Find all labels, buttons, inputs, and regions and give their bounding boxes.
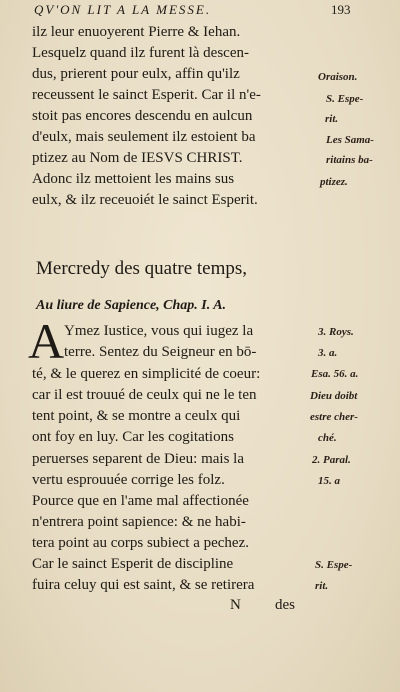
margin-note: Esa. 56. a. bbox=[311, 368, 359, 380]
catchword: des bbox=[275, 597, 295, 613]
text-line: fuira celuy qui est saint, & se retirera bbox=[32, 577, 255, 593]
text-line: ont foy en luy. Car les cogitations bbox=[32, 429, 234, 445]
margin-note: 15. a bbox=[318, 475, 340, 487]
text-line: té, & le querez en simplicité de coeur: bbox=[32, 366, 261, 382]
text-line: eulx, & ilz receuoiét le sainct Esperit. bbox=[32, 192, 258, 208]
section-subtitle: Au liure de Sapience, Chap. I. A. bbox=[36, 298, 227, 313]
margin-note: rit. bbox=[315, 580, 329, 592]
text-line: d'eulx, mais seulement ilz estoient ba bbox=[32, 129, 256, 145]
margin-note: Les Sama- bbox=[326, 134, 374, 146]
section-title: Mercredy des quatre temps, bbox=[36, 258, 248, 279]
text-line: Adonc ilz mettoient les mains sus bbox=[32, 171, 235, 187]
text-line: n'entrera point sapience: & ne habi- bbox=[32, 514, 246, 530]
text-line: ilz leur enuoyerent Pierre & Iehan. bbox=[32, 24, 241, 40]
margin-note: ptizez. bbox=[320, 176, 348, 188]
signature-mark: N bbox=[230, 597, 241, 613]
text-line: Ymez Iustice, vous qui iugez la bbox=[64, 323, 254, 339]
margin-note: ritains ba- bbox=[326, 154, 373, 166]
text-line: tera point au corps subiect a pechez. bbox=[32, 535, 249, 551]
margin-note: estre cher- bbox=[310, 411, 358, 423]
text-line: dus, prierent pour eulx, affin qu'ilz bbox=[32, 66, 240, 82]
margin-note: Oraison. bbox=[318, 71, 358, 83]
text-line: Pource que en l'ame mal affectionée bbox=[32, 493, 249, 509]
margin-note: S. Espe- bbox=[326, 93, 364, 105]
page-number: 193 bbox=[331, 2, 351, 17]
running-title: QV'ON LIT A LA MESSE. bbox=[34, 2, 212, 17]
margin-note: 2. Paral. bbox=[312, 454, 351, 466]
margin-note: 3. Roys. bbox=[318, 326, 354, 338]
margin-note: rit. bbox=[325, 113, 339, 125]
text-line: receussent le sainct Esperit. Car il n'e- bbox=[32, 87, 261, 103]
margin-note: S. Espe- bbox=[315, 559, 353, 571]
drop-cap: A bbox=[28, 313, 65, 369]
text-line: peruerses separent de Dieu: mais la bbox=[32, 451, 244, 467]
margin-note: Dieu doibt bbox=[310, 390, 358, 402]
margin-note: 3. a. bbox=[318, 347, 338, 359]
text-line: terre. Sentez du Seigneur en bō- bbox=[64, 344, 257, 360]
text-line: tent point, & se montre a ceulx qui bbox=[32, 408, 241, 424]
text-line: vertu esprouuée corrige les folz. bbox=[32, 472, 225, 488]
text-line: ptizez au Nom de IESVS CHRIST. bbox=[32, 150, 243, 166]
text-line: Car le sainct Esperit de discipline bbox=[32, 556, 234, 572]
text-line: Lesquelz quand ilz furent là descen- bbox=[32, 45, 249, 61]
text-line: car il est trouué de ceulx qui ne le ten bbox=[32, 387, 257, 403]
text-line: stoit pas encores descendu en aulcun bbox=[32, 108, 253, 124]
margin-note: ché. bbox=[318, 432, 337, 444]
